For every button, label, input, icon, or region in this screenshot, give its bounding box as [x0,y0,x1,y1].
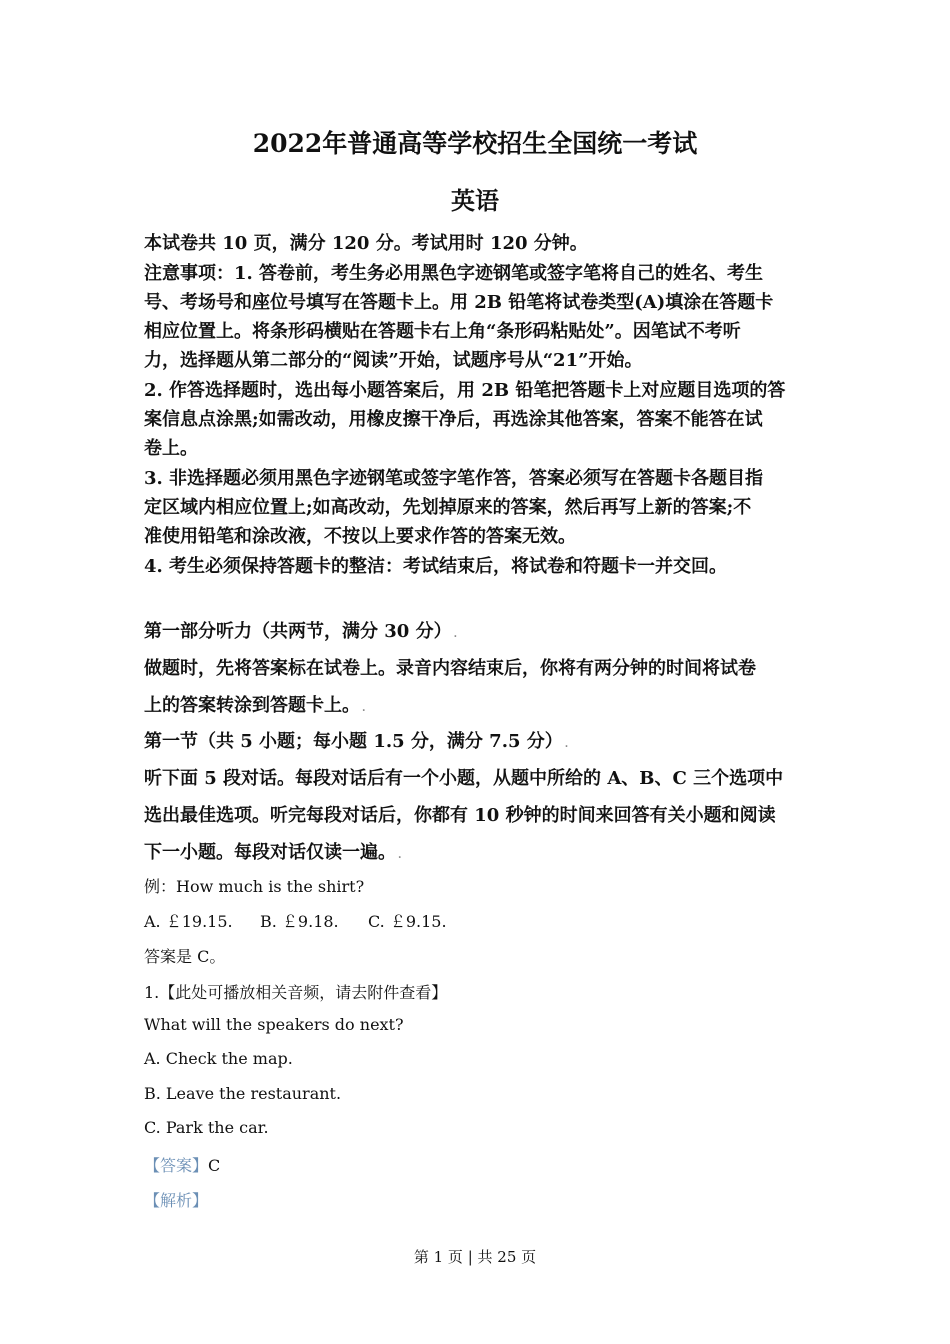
paragraph-mark: . [362,703,366,714]
notes-line: 准使用铅笔和涂改液，不按以上要求作答的答案无效。 [144,526,576,547]
exam-title: 2022年普通高等学校招生全国统一考试 [252,129,698,158]
audio-note: 【此处可播放相关音频，请去附件查看】 [159,983,448,1002]
exam-summary: 本试卷共 10 页，满分 120 分。考试用时 120 分钟。 [144,233,588,254]
answer-value: C [208,1156,221,1175]
part1-heading [144,617,457,643]
answer-label: 【答案】 [144,1156,209,1175]
part1-instruction [144,691,365,717]
section1-instruction [144,838,401,864]
question-1-option-b: B. Leave the restaurant. [144,1084,342,1103]
subject-title: 英语 [451,186,499,215]
section1-instruction-text: 下一小题。每段对话仅读一遍。 [144,842,396,863]
section1-instruction: 选出最佳选项。听完每段对话后，你都有 10 秒钟的时间来回答有关小题和阅读 [144,805,776,826]
notes-line: 2. 作答选择题时，选出每小题答案后，用 2B 铅笔把答题卡上对应题目选项的答 [144,380,786,401]
paragraph-mark: . [453,629,458,640]
part1-heading-text: 第一部分听力（共两节，满分 30 分） [144,621,452,642]
example-question: 例：How much is the shirt? [144,877,365,896]
section1-instruction: 听下面 5 段对话。每段对话后有一个小题，从题中所给的 A、B、C 三个选项中 [144,768,784,789]
notes-line: 3. 非选择题必须用黑色字迹钢笔或签字笔作答，答案必须写在答题卡各题目指 [144,468,764,489]
part1-instruction: 做题时，先将答案标在试卷上。录音内容结束后，你将有两分钟的时间将试卷 [144,658,756,679]
question-number: 1. [144,983,160,1002]
section1-heading [144,727,568,753]
example-option-b: B. ￡9.18. [260,912,339,931]
notes-line: 案信息点涂黑;如需改动，用橡皮擦干净后，再选涂其他答案，答案不能答在试 [144,409,763,430]
example-answer: 答案是 C。 [144,947,226,966]
analysis-label: 【解析】 [144,1191,209,1210]
example-option-c: C. ￡9.15. [368,912,447,931]
question-1-option-c: C. Park the car. [144,1118,269,1137]
notes-line: 定区域内相应位置上;如高改动，先划掉原来的答案，然后再写上新的答案;不 [144,497,752,518]
notes-line: 卷上。 [144,438,198,459]
section1-heading-text: 第一节（共 5 小题；每小题 1.5 分，满分 7.5 分） [144,731,563,752]
notes-line: 号、考场号和座位号填写在答题卡上。用 2B 铅笔将试卷类型(A)填涂在答题卡 [144,292,774,313]
question-1-option-a: A. Check the map. [144,1049,293,1068]
question-1-answer [144,1153,220,1176]
paragraph-mark: . [564,739,569,750]
notes-line: 力，选择题从第二部分的“阅读”开始，试题序号从“21”开始。 [144,350,643,371]
part1-instruction-text: 上的答案转涂到答题卡上。 [144,695,360,716]
question-1-text: What will the speakers do next? [144,1015,404,1034]
question-1-header [144,980,447,1003]
notes-line: 4. 考生必须保持答题卡的整洁：考试结束后，将试卷和符题卡一并交回。 [144,556,728,577]
notes-line: 相应位置上。将条形码横贴在答题卡右上角“条形码粘贴处”。因笔试不考听 [144,321,741,342]
page-footer: 第 1 页 | 共 25 页 [413,1248,537,1266]
example-option-a: A. ￡19.15. [144,912,233,931]
paragraph-mark: . [398,850,402,861]
notes-line: 注意事项：1. 答卷前，考生务必用黑色字迹钢笔或签字笔将自己的姓名、考生 [144,263,764,284]
